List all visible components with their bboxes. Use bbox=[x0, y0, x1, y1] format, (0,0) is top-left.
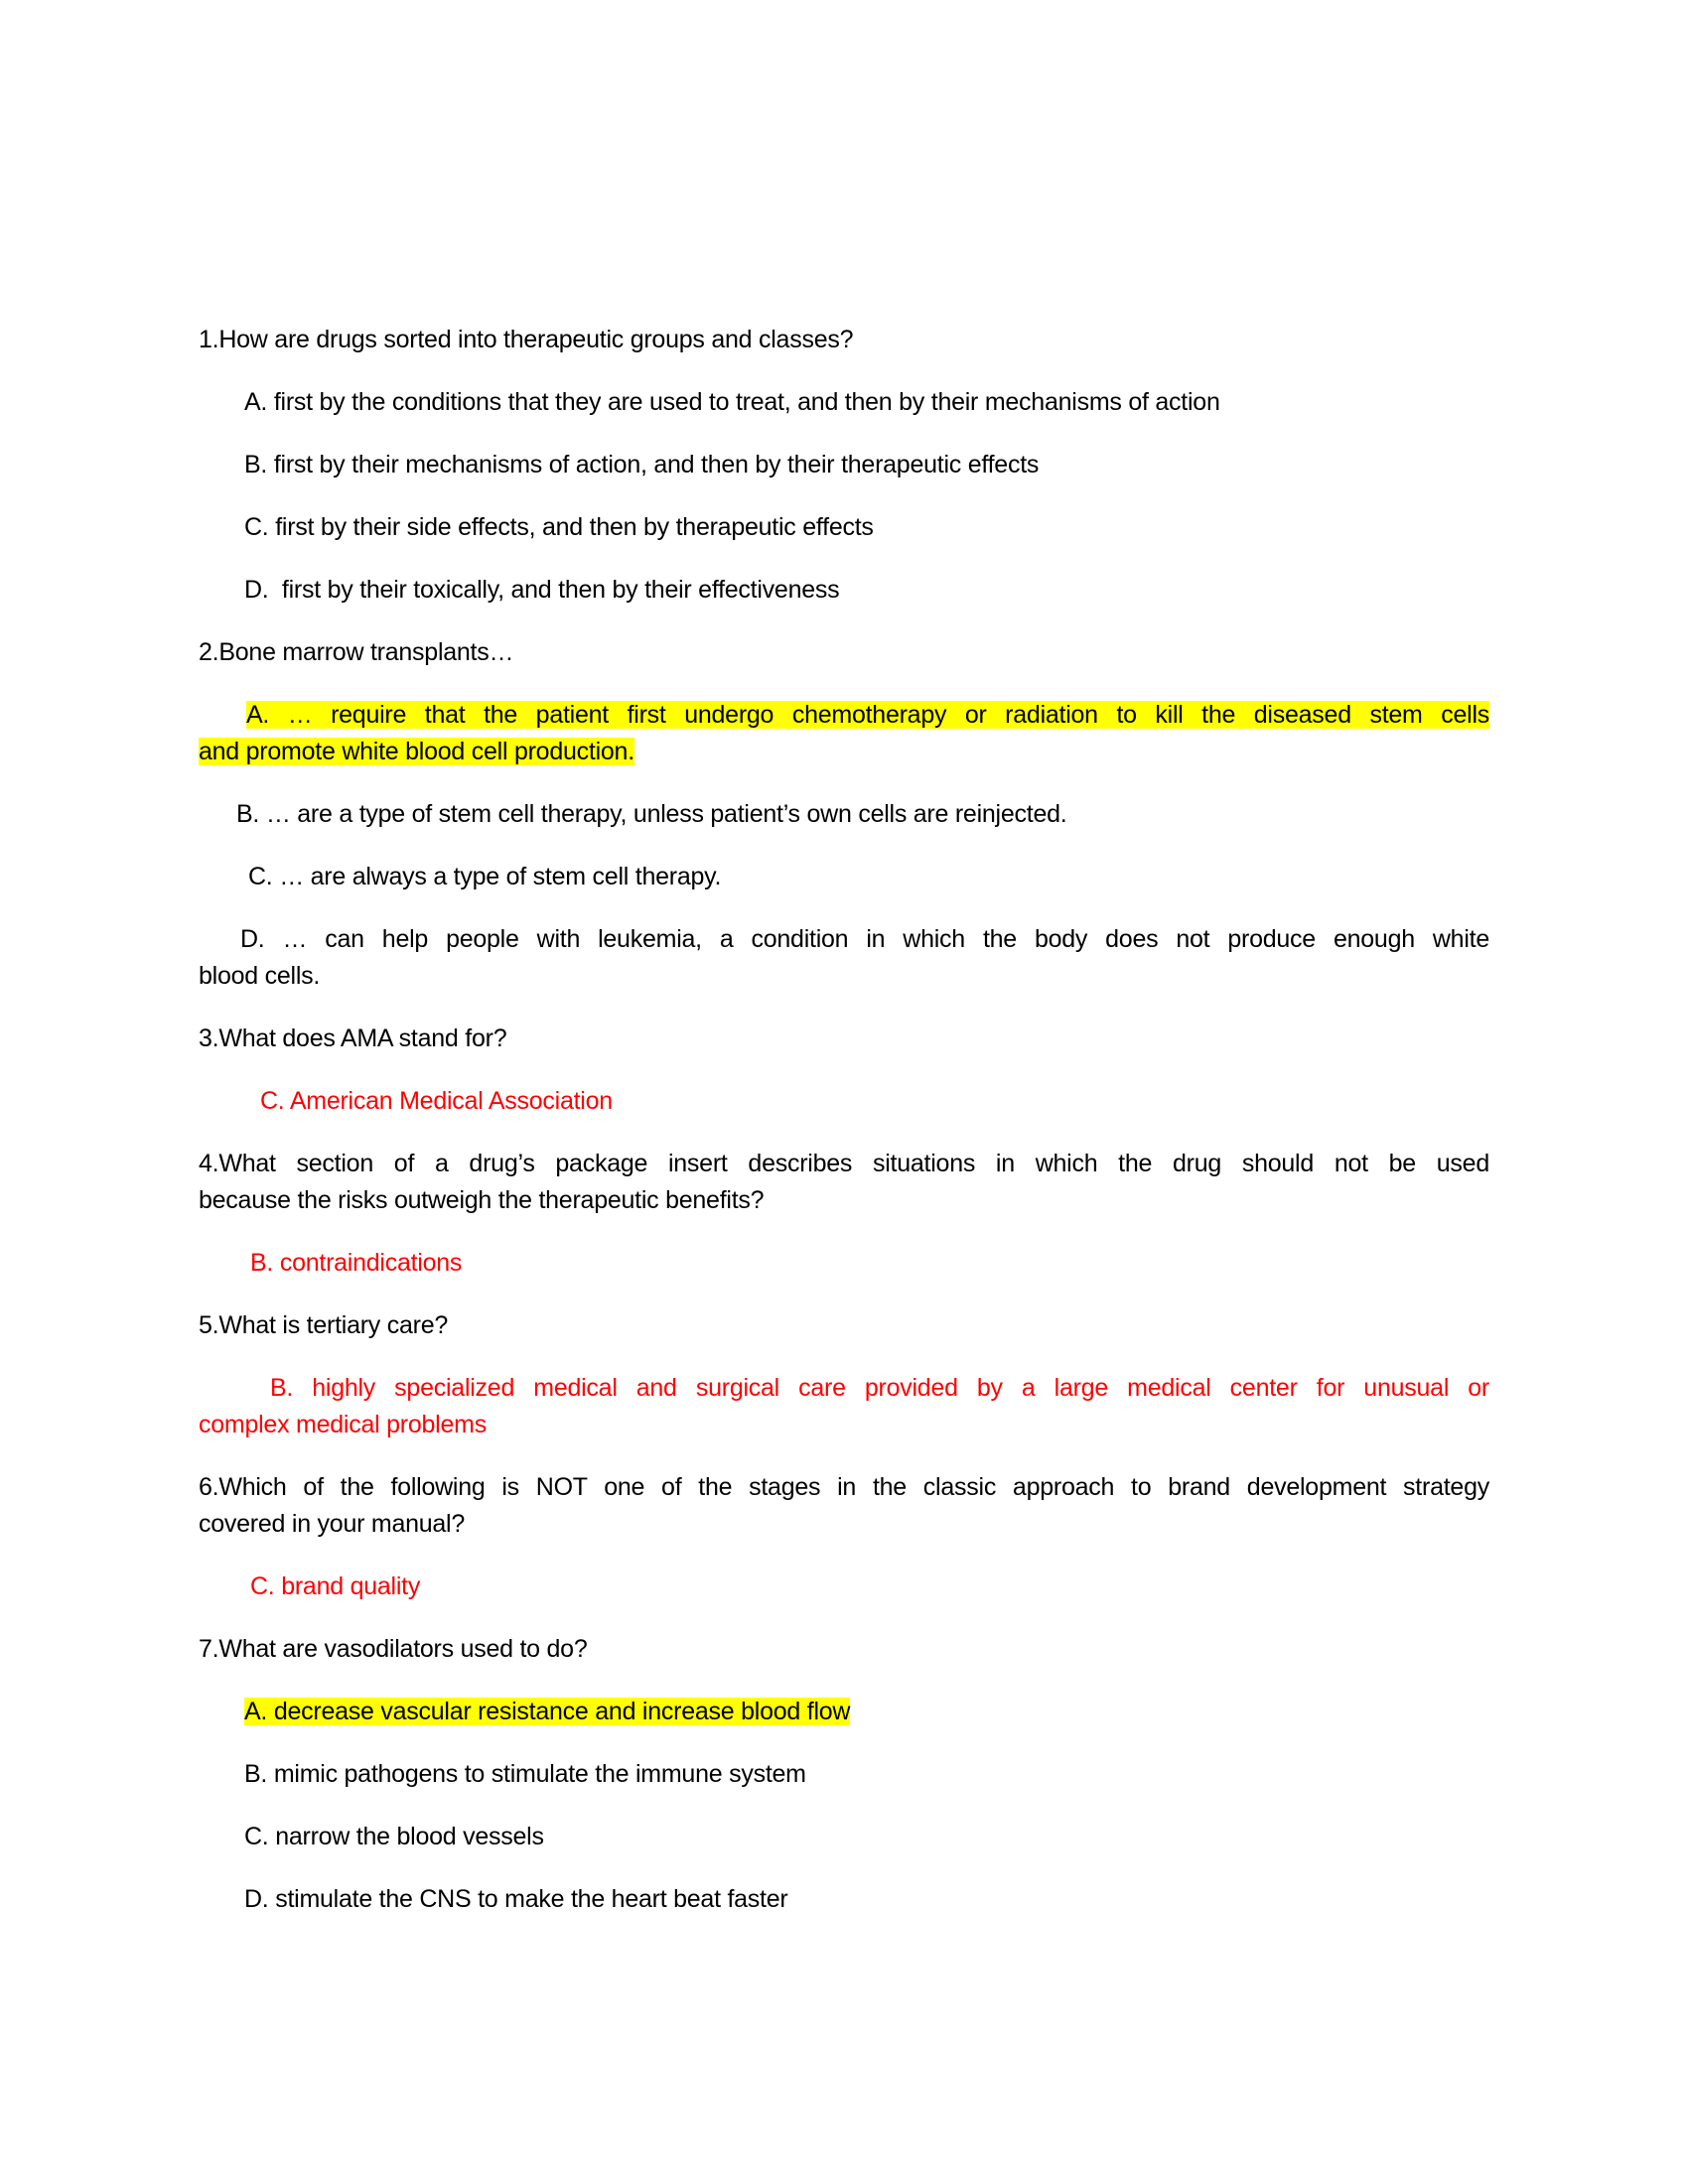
question-4-prompt-line-1: 4.What section of a drug’s package insert describes situations in which the drug should not be used bbox=[199, 1150, 1489, 1177]
question-2-option-b: B. … are a type of stem cell therapy, unless patient’s own cells are reinjected. bbox=[236, 800, 1067, 828]
question-7-option-b: B. mimic pathogens to stimulate the immune system bbox=[244, 1760, 806, 1788]
question-4-prompt bbox=[199, 1146, 1489, 1219]
question-2-option-a-line-1 bbox=[199, 697, 1489, 734]
question-6-prompt bbox=[199, 1469, 1489, 1543]
question-3-correct-answer: C. American Medical Association bbox=[260, 1087, 613, 1115]
question-6-prompt-line-1: 6.Which of the following is NOT one of the stages in the classic approach to brand development strategy bbox=[199, 1473, 1489, 1501]
question-2-option-c: C. … are always a type of stem cell therapy. bbox=[248, 863, 722, 890]
question-2-prompt: 2.Bone marrow transplants… bbox=[199, 638, 514, 666]
question-1-option-d: D. first by their toxically, and then by their effectiveness bbox=[244, 576, 840, 604]
question-1-option-c: C. first by their side effects, and then by therapeutic effects bbox=[244, 513, 874, 541]
question-3-prompt: 3.What does AMA stand for? bbox=[199, 1024, 507, 1052]
question-4-prompt-line-2: because the risks outweigh the therapeutic benefits? bbox=[199, 1186, 765, 1214]
question-2-option-d-line-2: blood cells. bbox=[199, 962, 321, 990]
question-5-answer-line-2: complex medical problems bbox=[199, 1411, 487, 1438]
question-6-prompt-line-2: covered in your manual? bbox=[199, 1510, 466, 1538]
question-2-option-a-highlighted bbox=[199, 697, 1489, 770]
document-body bbox=[199, 322, 1489, 1944]
highlight-span: and promote white blood cell production. bbox=[199, 738, 634, 765]
question-7-option-d: D. stimulate the CNS to make the heart beat faster bbox=[244, 1885, 788, 1913]
question-5-correct-answer bbox=[199, 1370, 1489, 1443]
question-7-option-a-highlighted bbox=[199, 1694, 1489, 1730]
highlight-span: A. … require that the patient first undergo chemotherapy or radiation to kill the diseased stem cells bbox=[246, 701, 1489, 729]
question-2-option-d bbox=[199, 921, 1489, 995]
question-6-correct-answer: C. brand quality bbox=[250, 1572, 421, 1600]
question-1-prompt: 1.How are drugs sorted into therapeutic groups and classes? bbox=[199, 326, 854, 353]
question-7-option-c: C. narrow the blood vessels bbox=[244, 1823, 544, 1850]
question-1-option-a: A. first by the conditions that they are used to treat, and then by their mechanisms of action bbox=[244, 388, 1220, 416]
question-5-prompt: 5.What is tertiary care? bbox=[199, 1311, 449, 1339]
question-4-correct-answer: B. contraindications bbox=[250, 1249, 463, 1277]
question-1-option-b: B. first by their mechanisms of action, and then by their therapeutic effects bbox=[244, 451, 1040, 478]
question-5-answer-line-1: B. highly specialized medical and surgical care provided by a large medical center for unusual or bbox=[270, 1374, 1489, 1402]
question-2-option-d-line-1: D. … can help people with leukemia, a condition in which the body does not produce enough white bbox=[240, 925, 1489, 953]
question-7-prompt: 7.What are vasodilators used to do? bbox=[199, 1635, 588, 1663]
highlight-span: A. decrease vascular resistance and increase blood flow bbox=[244, 1698, 851, 1725]
question-2-option-a-line-2 bbox=[199, 734, 1489, 770]
